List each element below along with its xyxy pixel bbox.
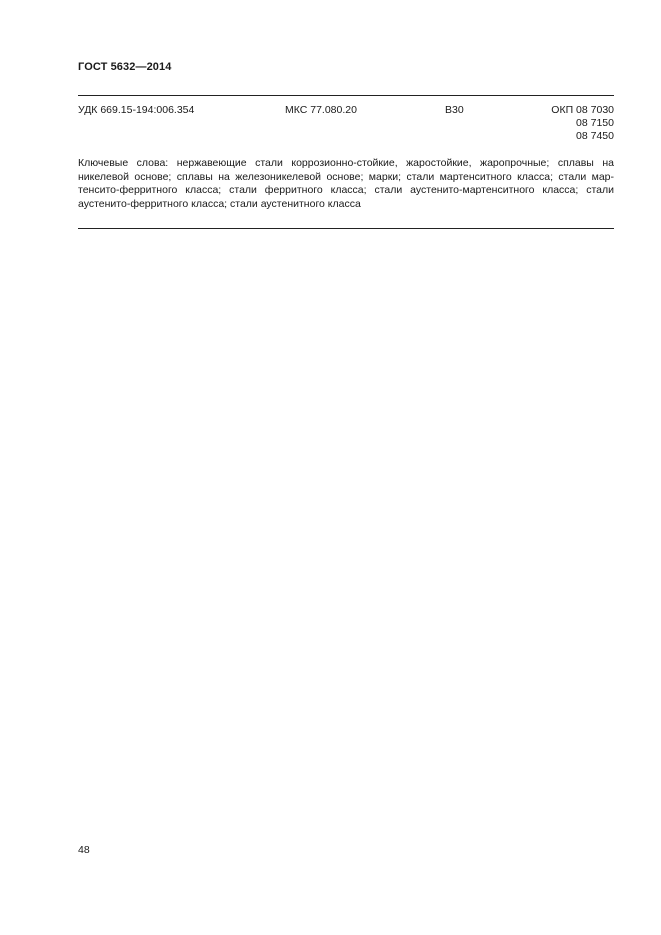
okp-code-line: 08 7150 [576,117,614,129]
top-divider [78,95,614,96]
keywords-line: аустенито-ферритного класса; стали аустенитного класса [78,197,361,210]
document-header: ГОСТ 5632—2014 [78,61,172,73]
page-number: 48 [78,844,90,856]
mks-code: МКС 77.080.20 [285,104,357,116]
keywords-line: никелевой основе; сплавы на железоникелевой основе; марки; стали мартенситного класса; стали мар- [78,170,614,183]
keywords-line: тенсито-ферритного класса; стали ферритного класса; стали аустенито-мартенситного класса; стали [78,184,614,196]
bottom-divider [78,228,614,229]
keywords-paragraph [78,157,614,211]
udk-code: УДК 669.15-194:006.354 [78,104,195,116]
classification-row [78,104,614,148]
classification-code: В30 [445,104,464,116]
okp-code-line: 08 7450 [576,130,614,142]
keywords-line: Ключевые слова: нержавеющие стали коррозионно-стойкие, жаростойкие, жаропрочные; сплавы на [78,157,614,169]
okp-codes [551,104,614,143]
okp-code-line: ОКП 08 7030 [551,104,614,116]
